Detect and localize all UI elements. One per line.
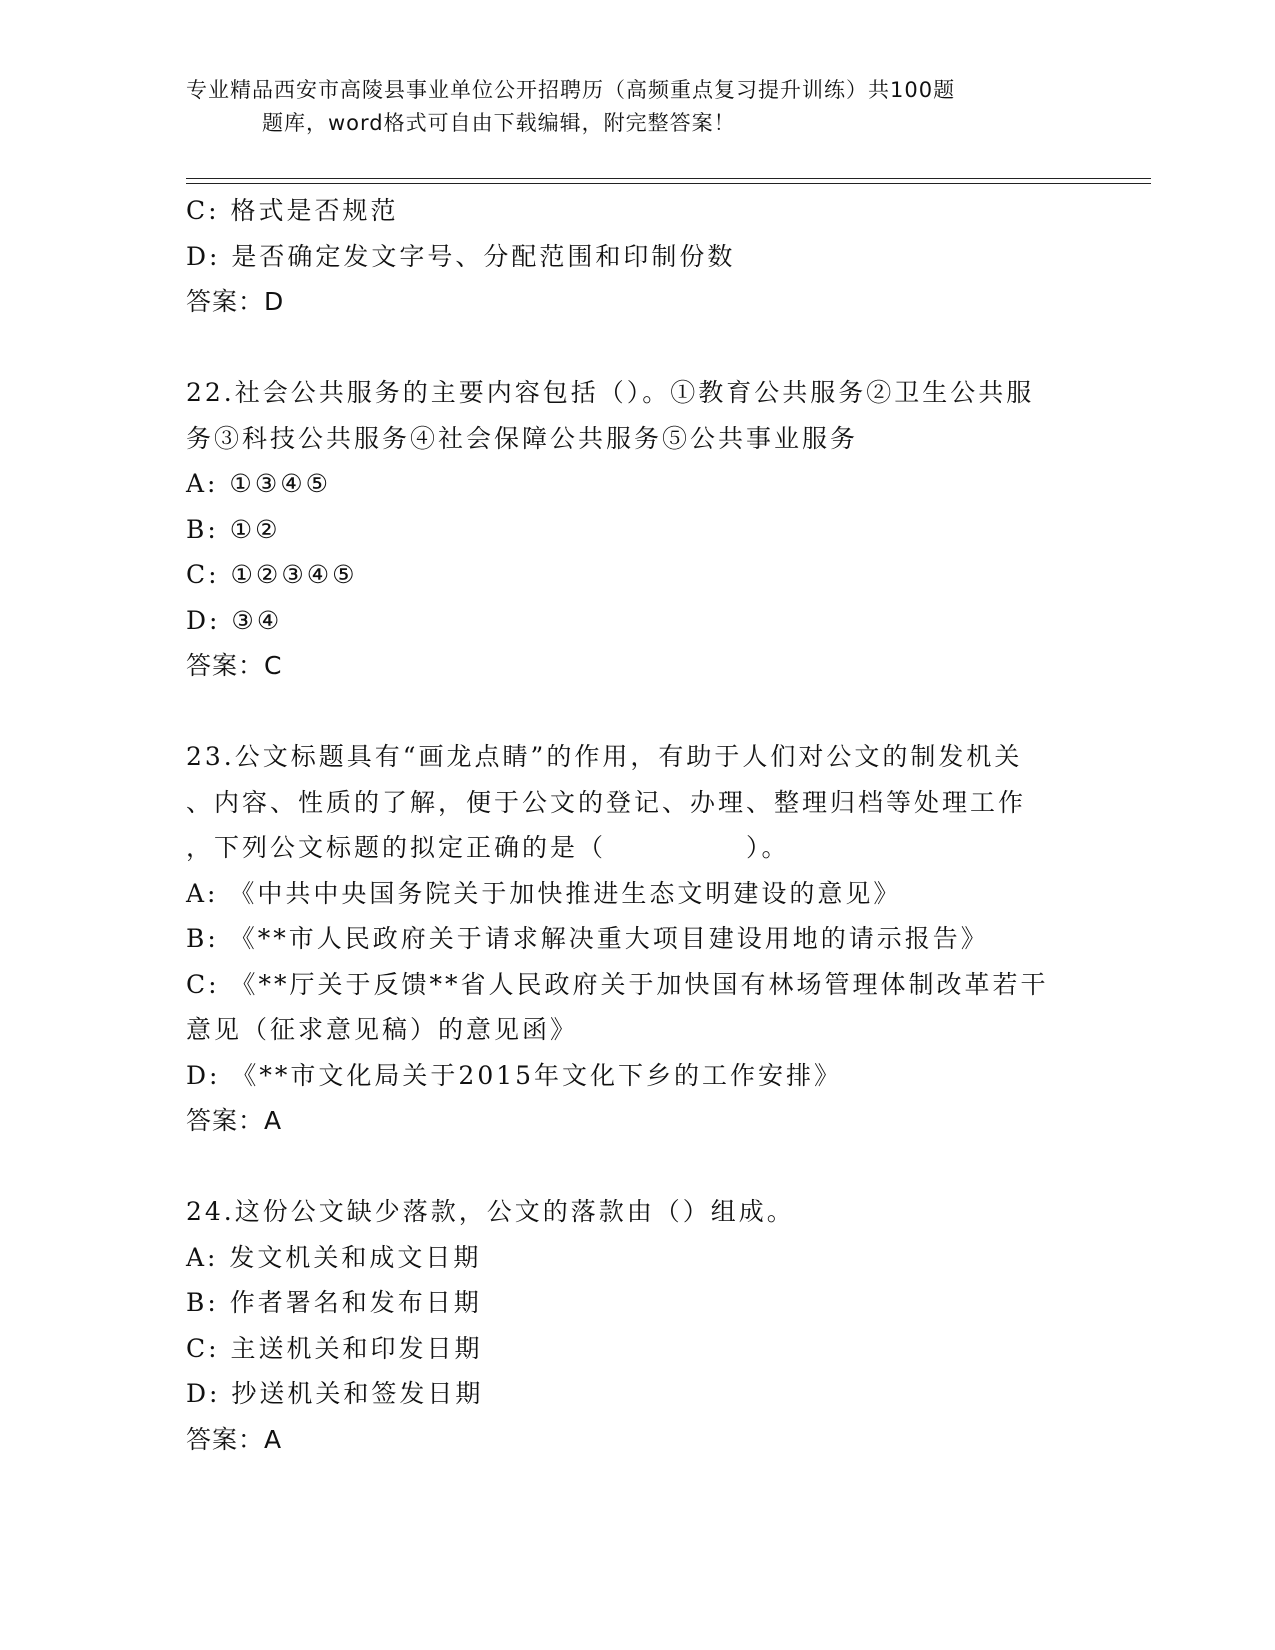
option-b: B: ①② xyxy=(186,514,281,544)
page-header xyxy=(186,74,1066,140)
spacer xyxy=(186,1144,1106,1190)
answer-line: 答案：A xyxy=(186,1424,283,1454)
question-21-tail xyxy=(186,188,1106,325)
option-b: B: 《**市人民政府关于请求解决重大项目建设用地的请示报告》 xyxy=(186,924,989,953)
question-23 xyxy=(186,734,1106,1144)
question-24 xyxy=(186,1189,1106,1462)
option-c: C: 主送机关和印发日期 xyxy=(186,1333,483,1363)
spacer xyxy=(186,689,1106,735)
header-title-line-1: 专业精品西安市高陵县事业单位公开招聘历（高频重点复习提升训练）共100题 xyxy=(186,78,956,102)
question-stem: 、内容、性质的了解，便于公文的登记、办理、整理归档等处理工作 xyxy=(186,787,1027,817)
header-divider-bottom xyxy=(186,183,1151,184)
header-divider-top xyxy=(186,178,1151,179)
option-c-continued: 意见（征求意见稿）的意见函》 xyxy=(186,1015,579,1044)
option-d: D: 是否确定发文字号、分配范围和印制份数 xyxy=(186,241,736,271)
option-d: D: 抄送机关和签发日期 xyxy=(186,1379,484,1408)
spacer xyxy=(186,325,1106,371)
option-a: A: 发文机关和成文日期 xyxy=(186,1242,482,1272)
question-list xyxy=(186,188,1106,1462)
option-c: C: 格式是否规范 xyxy=(186,196,399,225)
option-a: A: ①③④⑤ xyxy=(186,469,332,498)
answer-line: 答案：C xyxy=(186,651,283,680)
option-d: D: ③④ xyxy=(186,605,283,635)
question-stem: 23.公文标题具有“画龙点睛”的作用，有助于人们对公文的制发机关 xyxy=(186,742,1023,771)
header-title-line-2: 题库，word格式可自由下载编辑，附完整答案！ xyxy=(262,111,736,135)
question-stem: 务③科技公共服务④社会保障公共服务⑤公共事业服务 xyxy=(186,423,859,453)
option-a: A: 《中共中央国务院关于加快推进生态文明建设的意见》 xyxy=(186,878,902,908)
option-c: C: 《**厅关于反馈**省人民政府关于加快国有林场管理体制改革若干 xyxy=(186,969,1049,999)
option-c: C: ①②③④⑤ xyxy=(186,560,358,589)
option-d: D: 《**市文化局关于2015年文化下乡的工作安排》 xyxy=(186,1060,843,1090)
answer-line: 答案：A xyxy=(186,1106,283,1135)
question-stem: 24.这份公文缺少落款，公文的落款由（）组成。 xyxy=(186,1197,795,1226)
option-b: B: 作者署名和发布日期 xyxy=(186,1288,482,1317)
question-stem: ，下列公文标题的拟定正确的是（ ）。 xyxy=(186,833,790,862)
question-22 xyxy=(186,370,1106,689)
answer-line: 答案：D xyxy=(186,287,285,316)
question-stem: 22.社会公共服务的主要内容包括（）。①教育公共服务②卫生公共服 xyxy=(186,378,1035,407)
